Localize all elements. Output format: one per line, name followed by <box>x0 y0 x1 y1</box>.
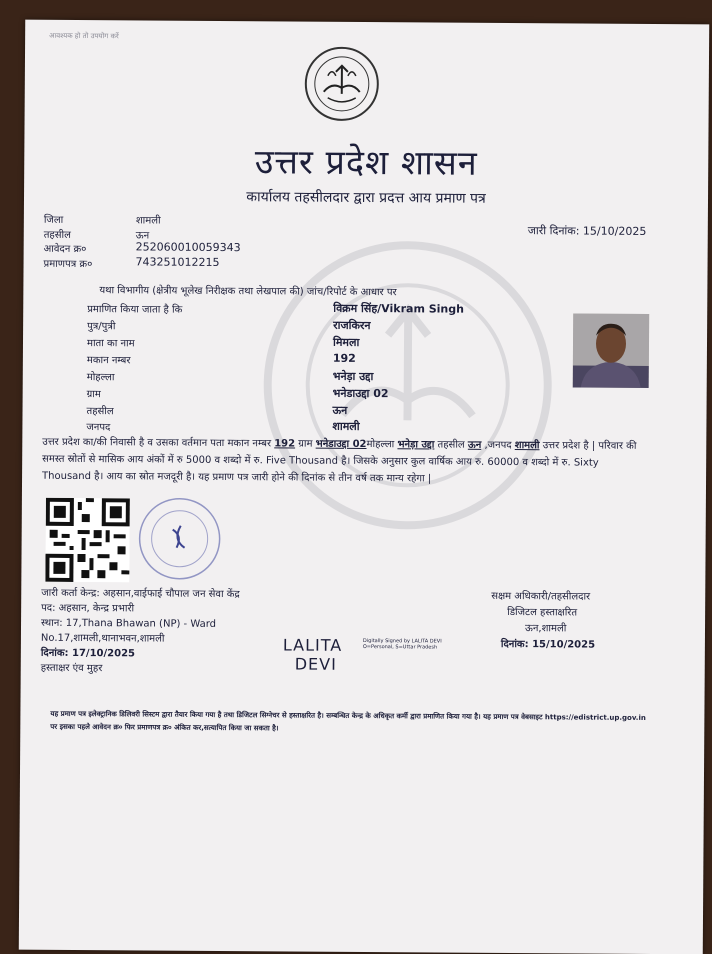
certificate-value: 743251012215 <box>135 255 220 269</box>
applicant-photo <box>573 313 650 388</box>
issue-date: जारी दिनांक: 15/10/2025 <box>527 224 647 238</box>
district-label: जिला <box>43 214 64 226</box>
authority-place: ऊन,शामली <box>524 623 567 635</box>
detail-label: तहसील <box>86 406 114 418</box>
detail-value-house: 192 <box>332 351 356 365</box>
page-title: उत्तर प्रदेश शासन <box>254 142 478 184</box>
para-text: उत्तर प्रदेश का/की निवासी है व उसका वर्तमान पता मकान नम्बर <box>42 436 275 450</box>
detail-value-name: विक्रम सिंह/Vikram Singh <box>333 301 465 316</box>
issuer-place: स्थान: 17,Thana Bhawan (NP) - Ward No.17,शामली,थानाभवन,शामली <box>40 617 217 645</box>
detail-label: पुत्र/पुत्री <box>87 321 116 333</box>
detail-value-tehsil: ऊन <box>332 403 348 417</box>
certificate-paper <box>19 20 709 954</box>
para-text: ,जनपद <box>481 439 515 452</box>
detail-label: जनपद <box>86 422 111 434</box>
up-emblem-icon <box>302 46 383 123</box>
issuer-center: जारी कर्ता केन्द्र: अहसान,वाईफाई चौपाल जन सेवा केंद्र <box>41 587 240 601</box>
certificate-paragraph <box>42 434 642 489</box>
detail-label: मोहल्ला <box>86 372 115 384</box>
tehsil-label: तहसील <box>43 229 71 241</box>
issuer-block <box>41 586 262 678</box>
authority-date: दिनांक: 15/10/2025 <box>500 638 596 651</box>
issuer-date: दिनांक: 17/10/2025 <box>40 647 136 660</box>
detail-value-father: राजकिरन <box>333 318 371 333</box>
signature-info: Digitally Signed by LALITA DEVI O=Personal, S=Uttar Pradesh <box>362 637 442 651</box>
para-mohalla: भनेड़ा उद्दा <box>397 439 435 451</box>
para-house: 192 <box>274 438 296 450</box>
detail-value-mother: मिमला <box>332 335 360 349</box>
issuer-post: पद: अहसान, केन्द्र प्रभारी <box>41 602 135 615</box>
para-tehsil: ऊन <box>467 439 482 451</box>
para-text: उत्तर प्रदेश है | परिवार की समस्त स्रोतों से मासिक आय अंकों में रु 5000 व शब्दो में रु. Five Thousand है। जिसके अनुसार कुल वार्षिक आय रु. 60000 व शब्दो में रु. Sixty Thousand है। आय का स्रोत मजदूरी है। यह प्रमाण पत्र जारी होने की दिनांक से तीन वर्ष तक मान्य रहेगा | <box>42 440 637 485</box>
application-value: 252060010059343 <box>135 240 241 255</box>
para-village: भनेडाउद्दा 02 <box>315 438 367 451</box>
authority-block <box>491 589 631 654</box>
signer-name-line2: DEVI <box>294 654 337 674</box>
para-text: मोहल्ला <box>366 439 398 451</box>
detail-label: मकान नम्बर <box>86 355 131 367</box>
para-text: तहसील <box>434 439 468 451</box>
detail-value-village: भनेडाउद्दा 02 <box>332 386 389 401</box>
page-subtitle: कार्यालय तहसीलदार द्वारा प्रदत्त आय प्रमाण पत्र <box>246 189 486 207</box>
detail-label: माता का नाम <box>86 338 135 350</box>
signer-name-line1: LALITA <box>282 635 343 655</box>
tehsil-value: ऊन <box>135 230 150 242</box>
authority-digital: डिजिटल हस्ताक्षरित <box>507 607 578 619</box>
certificate-label: प्रमाणपत्र क्र० <box>43 258 93 271</box>
qr-code[interactable] <box>45 498 130 583</box>
official-seal-icon <box>136 495 223 582</box>
top-note: आवश्यक हो तो उपयोग करें <box>49 31 119 41</box>
digital-signature <box>282 635 442 674</box>
footer-note: यह प्रमाण पत्र इलेक्ट्रानिक डिलिवरी सिस्टम द्वारा तैयार किया गया है तथा डिजिटल सिग्नेचर से हस्ताक्षरित है। सम्बन्धित केन्द्र के अधिकृत कर्मी द्वारा प्रमाणित किया गया है। यह प्रमाण पत्र वेबसाइट https://edistrict.up.gov.in पर इसका पहले आवेदन क्र० फिर प्रमाणपत्र क्र० अंकित कर,सत्यापित किया जा सकता है। <box>50 709 646 733</box>
application-label: आवेदन क्र० <box>43 243 87 256</box>
issuer-sign: हस्ताक्षर एंव मुहर <box>40 662 103 675</box>
district-value: शामली <box>135 215 161 227</box>
detail-value-district: शामली <box>332 419 360 433</box>
detail-label: ग्राम <box>86 389 101 401</box>
detail-value-mohalla: भनेड़ा उद्दा <box>332 369 374 384</box>
intro-text: यथा विभागीय (क्षेत्रीय भूलेख निरीक्षक तथा लेखपाल की) जांच/रिपोर्ट के आधार पर <box>99 285 397 299</box>
detail-label: प्रमाणित किया जाता है कि <box>87 304 183 316</box>
para-text: ग्राम <box>295 438 316 450</box>
para-district: शामली <box>514 440 540 452</box>
authority-title: सक्षम अधिकारी/तहसीलदार <box>491 590 591 603</box>
